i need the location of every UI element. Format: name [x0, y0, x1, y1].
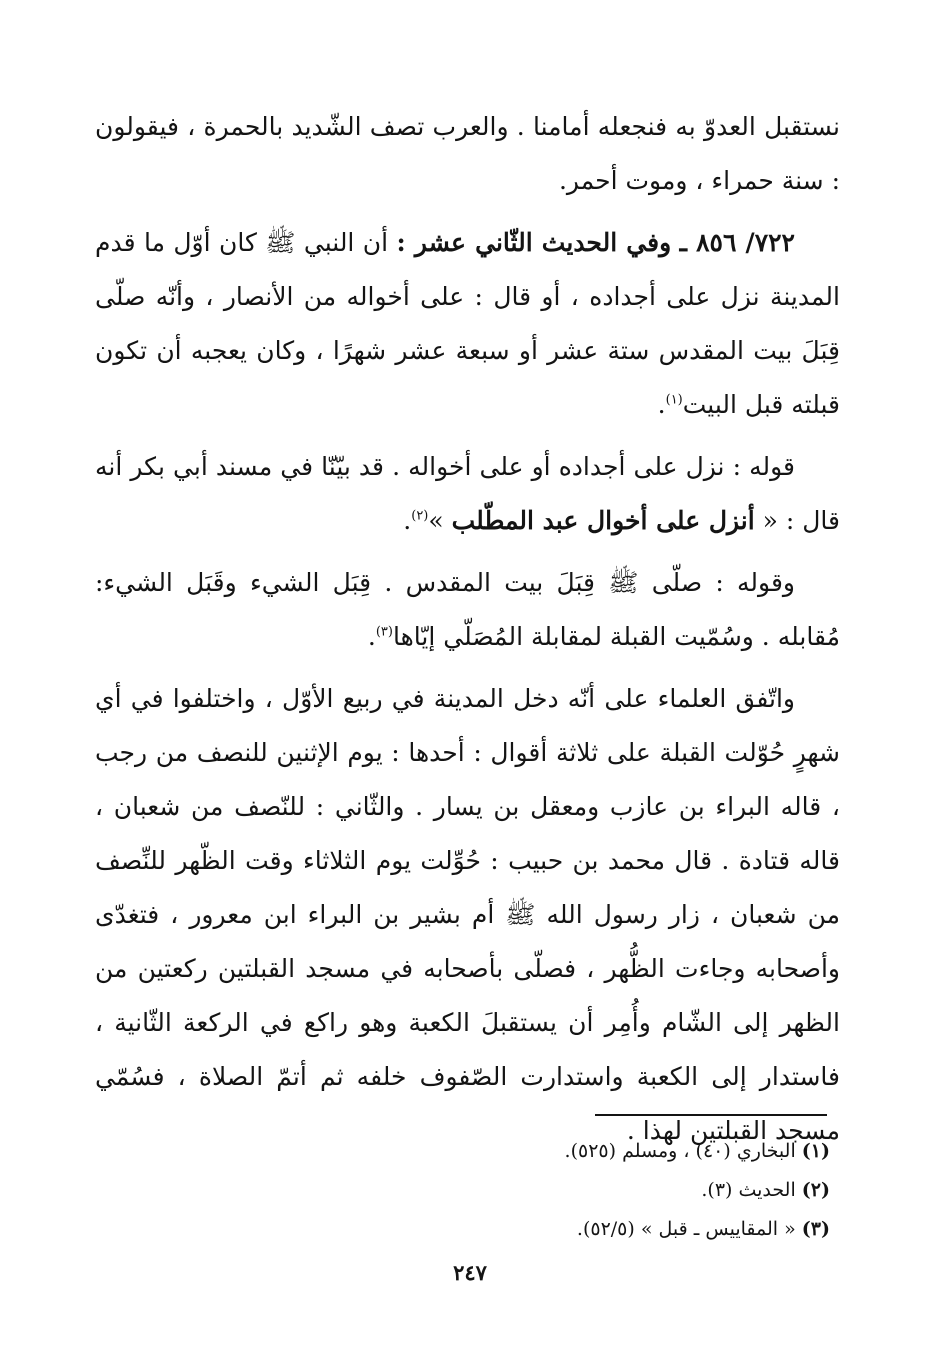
footnote-text: البخاري (٤٠) ، ومسلم (٥٢٥). [564, 1140, 796, 1162]
paragraph-text: وقوله : صلّى ﷺ قِبَلَ بيت المقدس . قِبَل الشيء وقَبَل الشيء: مُقابله . وسُمّيت القبلة لمقابلة المُصَلّي إيّاها [95, 568, 840, 651]
footnote-ref: (٢) [411, 508, 429, 524]
paragraph-text: أن النبي ﷺ كان أوّل ما قدم المدينة نزل على أجداده ، أو قال : على أخواله من الأنصار ، وأنّه صلّى قِبَلَ بيت المقدس ستة عشر أو سبعة عشر شهرًا ، وكان يعجبه أن تكون قبلته قبل البيت [95, 228, 840, 419]
footnote-text: الحديث (٣). [701, 1179, 796, 1201]
paragraph-5 [95, 672, 840, 1158]
footnote-divider [595, 1114, 827, 1116]
footnote-text: « المقاييس ـ قبل » (٥٢/٥). [576, 1218, 796, 1240]
paragraph-text: واتّفق العلماء على أنّه دخل المدينة في ربيع الأوّل ، واختلفوا في أي شهرٍ حُوّلت القبلة على ثلاثة أقوال : أحدها : يوم الإثنين للنصف من رجب ، قاله البراء بن عازب ومعقل بن يسار . والثّاني : للنّصف من شعبان ، قاله قتادة . قال محمد بن حبيب : حُوِّلت يوم الثلاثاء وقت الظّهر للنِّصف من شعبان ، زار رسول الله ﷺ أم بشير بن البراء ابن معرور ، فتغدّى وأصحابه وجاءت الظُّهر ، فصلّى بأصحابه في مسجد القبلتين ركعتين من الظهر إلى الشّام وأُمِر أن يستقبلَ الكعبة وهو راكع في الركعة الثّانية ، فاستدار إلى الكعبة واستدارت الصّفوف خلفه ثم أتمّ الصلاة ، فسُمّي مسجد القبلتين لهذا . [95, 684, 840, 1145]
page-number: ٢٤٧ [453, 1260, 487, 1285]
paragraph-end: . [403, 506, 412, 535]
footnote-number: (١) [801, 1140, 830, 1162]
hadith-heading: وفي الحديث الثّاني عشر : [396, 228, 672, 257]
footnote-number: (٢) [801, 1179, 830, 1201]
page-body [95, 100, 840, 1166]
paragraph-text: قوله : نزل على أجداده أو على أخواله . قد بيّنّا في مسند أبي بكر أنه قال : « [95, 452, 840, 535]
hadith-number: ٧٢٢/ ٨٥٦ ـ [679, 228, 795, 257]
footnote-ref: (١) [665, 392, 683, 408]
paragraph-text-after: » [428, 506, 444, 535]
footnote-2 [130, 1171, 830, 1210]
footnotes [130, 1132, 830, 1249]
footnote-1 [130, 1132, 830, 1171]
paragraph-text: نستقبل العدوّ به فنجعله أمامنا . والعرب تصف الشّديد بالحمرة ، فيقولون : سنة حمراء ، وموت أحمر. [95, 112, 840, 195]
paragraph-hadith [95, 216, 840, 432]
paragraph-1 [95, 100, 840, 208]
paragraph-end: . [367, 622, 376, 651]
bold-quote: أنزل على أخوال عبد المطّلب [451, 506, 755, 535]
footnote-3 [130, 1210, 830, 1249]
paragraph-end: . [657, 390, 666, 419]
footnote-number: (٣) [801, 1218, 830, 1240]
footnote-ref: (٣) [375, 624, 393, 640]
paragraph-4 [95, 556, 840, 664]
paragraph-3 [95, 440, 840, 548]
